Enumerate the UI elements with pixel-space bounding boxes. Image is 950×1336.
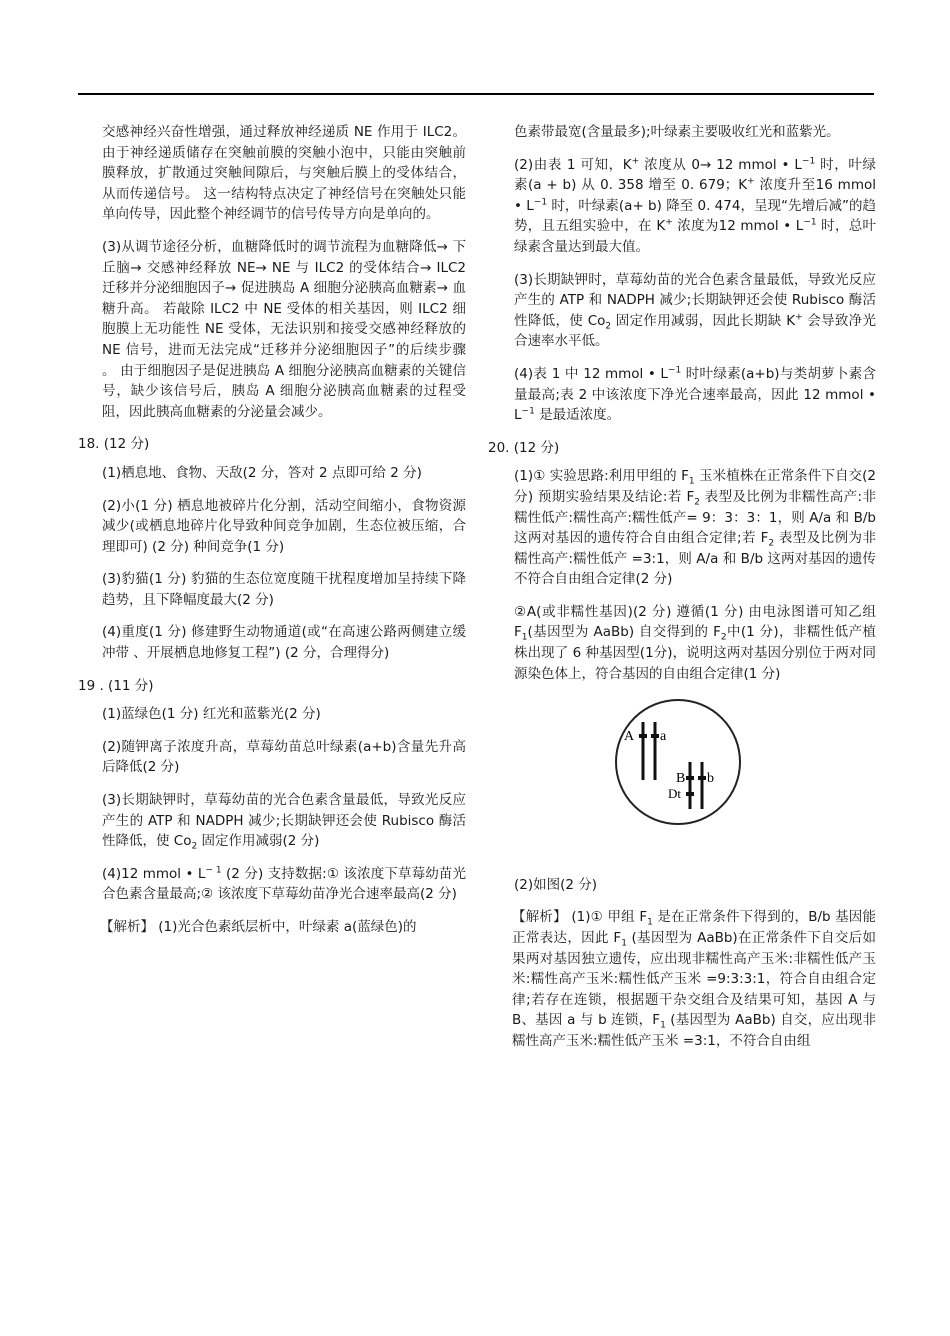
text: 浓度从 0→ 12 mmol • L: [639, 156, 802, 173]
answer-19-1: [78, 704, 466, 725]
text: (3)长期缺钾时，草莓幼苗的光合色素含量最低，导致光反应产生的 ATP 和 NADPH 减少;长期缺钾还会使 Rubisco 酶活性降低，使 Co: [514, 271, 876, 329]
analysis-19: [76, 917, 466, 938]
subscript: 1: [660, 1021, 666, 1032]
text: 19 . (11 分): [78, 677, 154, 694]
question-19-heading: [78, 676, 466, 697]
text: 浓度为12 mmol • L: [672, 218, 804, 235]
chromosome-diagram-svg: [594, 696, 762, 828]
text: (基因型为 AaBb)在正常条件下自交后如果两对基因独立遗传，应出现非糯性高产玉米:非糯性低产玉米:糯性高产玉米:糯性低产玉米 =9:3:3:1，符合自由组合定律;若存在连锁，根据题干杂交组合及结果可知，基因 A 与 B、基因 a 与 b 连锁，F: [512, 930, 876, 1029]
analysis-19-3: [490, 270, 876, 352]
text: 时，总叶绿素含量达到最大值。: [514, 218, 876, 255]
text: 会导致净光合速率水平低。: [514, 312, 877, 350]
answer-18-4: [78, 622, 466, 663]
text: (4)12 mmol • L: [102, 865, 206, 882]
locus-A: [639, 734, 647, 738]
chromosome-diagram: [490, 696, 876, 835]
text: (3)从调节途径分析，血糖降低时的调节流程为血糖降低→ 下丘脑→ 交感神经释放 NE→ NE 与 ILC2 的受体结合→ ILC2 迁移并分泌细胞因子→ 促进胰岛 A 细胞分泌胰高血糖素→ 血糖升高。 若敲除 ILC2 中 NE 受体的相关基因，则 ILC2 细胞膜上无功能性 NE 受体，无法识别和接受交感神经释放的 NE 信号，进而无法完成“迁移并分泌细胞因子”的后续步骤 。 由于细胞因子是促进胰岛 A 细胞分泌胰高血糖素的关键信号，缺少该信号后，胰岛 A 细胞分泌胰高血糖素的过程受阻，因此胰高血糖素的分泌量会减少。: [102, 238, 466, 420]
analysis-20: [488, 907, 876, 1051]
text: 18. (12 分): [78, 436, 150, 453]
text: (基因型为 AaBb) 自交得到的 F: [527, 624, 721, 641]
superscript: − 1: [205, 865, 222, 876]
text: 表型及比例为非糯性高产:糯性低产 =3:1，则 A/a 和 B/b 这两对基因的遗传不符合自由组合定律(2 分): [514, 530, 876, 588]
superscript: −1: [667, 365, 682, 376]
answer-18-1: [78, 463, 466, 484]
text: (2)小(1 分) 栖息地被碎片化分割，活动空间缩小，食物资源减少(或栖息地碎片化导致种间竞争加剧，生态位被压缩，合理即可) (2 分) 种间竞争(1 分): [102, 497, 466, 555]
text: (1)① 实验思路:利用甲组的 F: [514, 468, 689, 485]
text: 【解析】 (1)① 甲组 F: [512, 909, 648, 926]
superscript: +: [747, 176, 755, 187]
text: (4)表 1 中 12 mmol • L: [514, 365, 668, 382]
analysis-19-cont: [490, 122, 876, 143]
locus-Dt: [686, 792, 694, 796]
question-18-heading: [78, 434, 466, 455]
text: (3)长期缺钾时，草莓幼苗的光合色素含量最低，导致光反应产生的 ATP 和 NADPH 减少;长期缺钾还会使 Rubisco 酶活性降低，使 Co: [102, 792, 466, 850]
text: 表型及比例为非糯性高产:非糯性低产:糯性高产:糯性低产= 9：3：3：1，则 A/a 和 B/b 这两对基因的遗传符合自由组合定律;若 F: [514, 488, 876, 547]
subscript: 2: [720, 633, 727, 644]
superscript: −1: [533, 197, 548, 208]
superscript: −1: [801, 156, 816, 167]
text: 是在正常条件下得到的，B/b 基因能正常表达，因此 F: [512, 909, 876, 947]
text: (3)豹猫(1 分) 豹猫的生态位宽度随干扰程度增加呈持续下降趋势，且下降幅度最大(2 分): [102, 571, 466, 608]
text: (1)蓝绿色(1 分) 红光和蓝紫光(2 分): [102, 706, 321, 723]
locus-b: [698, 776, 706, 780]
text: 交感神经兴奋性增强，通过释放神经递质 NE 作用于 ILC2。 由于神经递质储存在突触前膜的突触小泡中，只能由突触前膜释放，扩散通过突触间隙后，与突触后膜上的受体结合，从而传递信号。 这一结构特点决定了神经信号在突触处只能单向传导，因此整个神经调节的信号传导方向是单向的。: [102, 124, 466, 223]
label-b: b: [707, 771, 714, 787]
subscript: 2: [694, 497, 700, 508]
superscript: +: [631, 156, 640, 167]
text: 玉米植株在正常条件下自交(2 分) 预期实验结果及结论:若 F: [514, 468, 876, 505]
text: (基因型为 AaBb) 自交，应出现非糯性高产玉米:糯性低产玉米 =3:1，不符合自由组: [512, 1012, 876, 1049]
text: (2)由表 1 可知，K: [514, 156, 632, 173]
paragraph-q17-3: [78, 237, 466, 422]
label-B: B: [676, 771, 686, 787]
text: 固定作用减弱(2 分): [197, 833, 320, 850]
text: 是最适浓度。: [534, 407, 621, 424]
analysis-19-2: [490, 155, 876, 258]
subscript: 1: [688, 477, 695, 487]
text: 色素带最宽(含量最多);叶绿素主要吸收红光和蓝紫光。: [514, 124, 840, 140]
subscript: 2: [768, 538, 775, 549]
label-a: a: [660, 729, 667, 745]
paragraph-synapse: [78, 122, 466, 225]
text: (2 分) 支持数据:① 该浓度下草莓幼苗光合色素含量最高;② 该浓度下草莓幼苗净光合速率最高(2 分): [102, 865, 466, 903]
text: 时，叶绿素(a + b) 从 0. 358 增至 0. 679；K: [514, 156, 876, 194]
text: 【解析】 (1)光合色素纸层析中，叶绿素 a(蓝绿色)的: [100, 919, 417, 935]
label-A: A: [624, 729, 635, 745]
subscript: 2: [191, 841, 198, 852]
superscript: −1: [521, 406, 535, 417]
answer-20-2: [490, 875, 876, 896]
question-20-heading: [488, 438, 876, 459]
text: 时叶绿素(a+b)与类胡萝卜素含量最高;表 2 中该浓度下净光合速率最高，因此 12 mmol • L: [514, 365, 876, 424]
answer-18-3: [78, 569, 466, 610]
text: (1)栖息地、食物、天敌(2 分，答对 2 点即可给 2 分): [102, 464, 422, 481]
answer-20-1-2: [490, 602, 876, 684]
text: 固定作用减弱，因此长期缺 K: [611, 312, 796, 329]
locus-B: [686, 776, 694, 780]
label-Dt: Dt: [668, 786, 681, 802]
superscript: +: [795, 312, 803, 323]
answer-18-2: [78, 496, 466, 558]
analysis-19-4: [490, 364, 876, 426]
superscript: +: [665, 217, 673, 228]
left-column: [78, 122, 466, 950]
subscript: 1: [521, 633, 528, 644]
answer-19-2: [78, 737, 466, 778]
cell-circle: [616, 700, 740, 824]
text: 浓度升至16 mmol • L: [514, 177, 876, 214]
subscript: 1: [621, 938, 627, 949]
answer-19-4: [78, 864, 466, 905]
text: ②A(或非糯性基因)(2 分) 遵循(1 分) 由电泳图谱可知乙组 F: [514, 603, 876, 641]
text: (2)如图(2 分): [514, 876, 598, 893]
answer-20-1: [490, 466, 876, 590]
locus-a: [651, 734, 659, 738]
text: 20. (12 分): [488, 439, 560, 456]
subscript: 1: [647, 918, 653, 929]
right-column: [490, 122, 876, 1064]
text: 中(1 分)，非糯性低产植株出现了 6 种基因型(1分)，说明这两对基因分别位于两对同源染色体上，符合基因的自由组合定律(1 分): [514, 624, 876, 682]
subscript: 2: [605, 321, 612, 332]
answer-19-3: [78, 790, 466, 852]
text: (2)随钾离子浓度升高，草莓幼苗总叶绿素(a+b)含量先升高后降低(2 分): [102, 738, 466, 776]
header-rule: [78, 93, 874, 95]
text: (4)重度(1 分) 修建野生动物通道(或“在高速公路两侧建立缓冲带 、开展栖息地修复工程”) (2 分，合理得分): [102, 624, 466, 662]
text: 时，叶绿素(a+ b) 降至 0. 474，呈现“先增后减”的趋势，且五组实验中，在 K: [514, 197, 877, 235]
superscript: −1: [803, 217, 817, 228]
